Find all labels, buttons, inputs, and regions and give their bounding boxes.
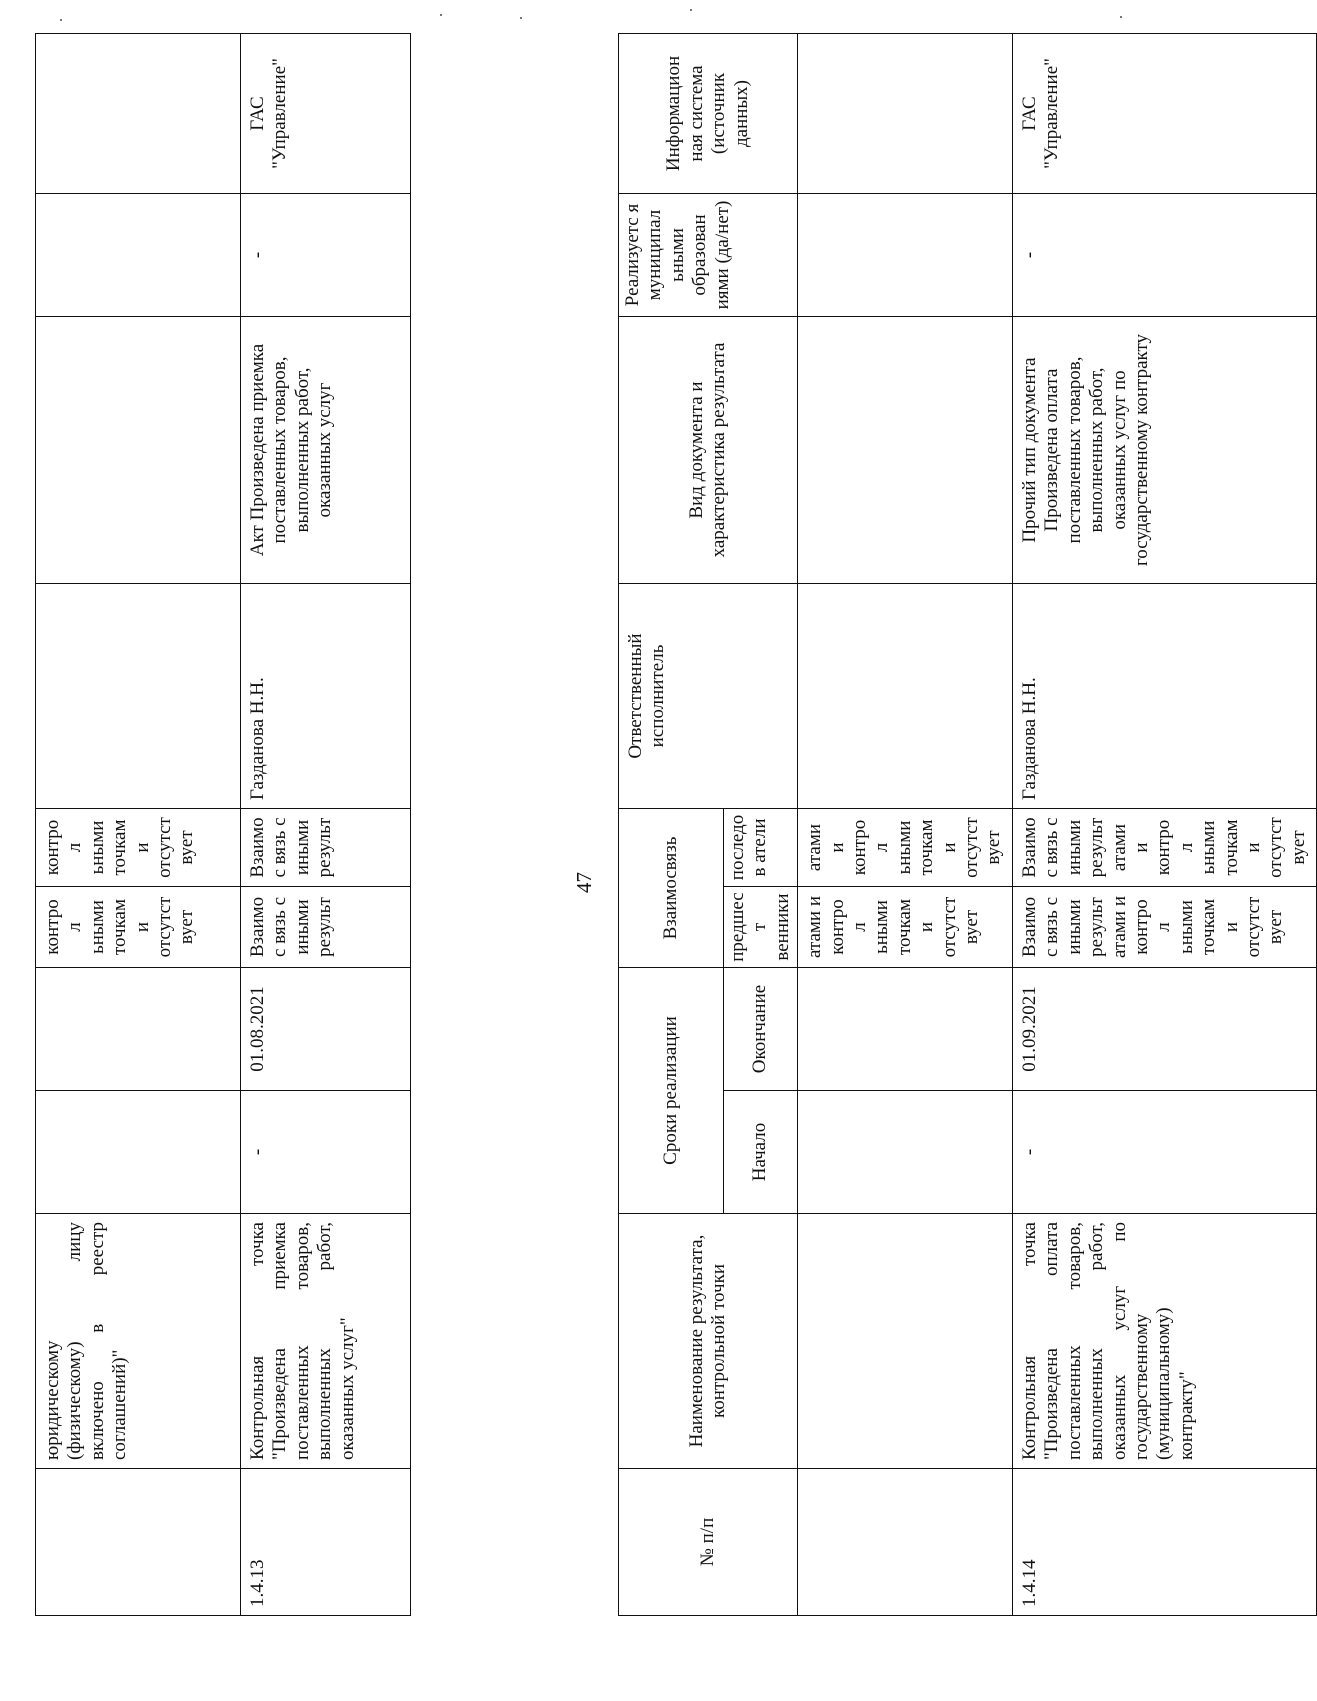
table-row [241,34,411,1616]
start-date: - [1012,1091,1316,1214]
end-date: 01.09.2021 [1012,968,1316,1091]
scan-speck [60,19,62,21]
information-system: ГАС "Управление" [241,34,411,194]
end-date: 01.08.2021 [241,968,411,1091]
successors-cell: Взаимос вязь с иными результ [241,809,411,887]
successors-cell: Взаимос вязь с иными результ атами и контрол ьными точками отсутст вует [1012,809,1316,887]
header-end: Окончание [724,968,798,1091]
result-name: юридическому (физическому) лицу включено в реестр соглашений)" [36,1214,241,1469]
bottom-table [618,33,1317,1616]
scan-speck [520,17,522,19]
result-name: Контрольная точка "Произведена приемка поставленных товаров, выполненных работ, оказанных услуг" [241,1214,411,1469]
header-result-name: Наименование результата, контрольной точки [619,1214,798,1469]
header-document: Вид документа и характеристика результата [619,317,798,584]
header-municipal: Реализуетс я муниципал ьными образован иями (да/нет) [619,194,798,317]
table-row [36,34,241,1616]
table-row [798,34,1013,1616]
document-type: Акт Произведена приемка поставленных товаров, выполненных работ, оказанных услуг [241,317,411,584]
header-predecessors: предшест венники [724,887,798,968]
predecessors-cell: Взаимос вязь с иными результ атами и контрол ьными точками отсутст вует [1012,887,1316,968]
top-table [35,33,411,1616]
responsible-executor: Газданова Н.Н. [1012,584,1316,809]
predecessors-cell: атами и контрол ьными точками отсутст вует [798,887,1013,968]
scan-speck [1120,16,1122,18]
scan-speck [690,9,692,11]
successors-cell: контрол ьными точками отсутст вует [36,809,241,887]
table-header-row [619,34,724,1616]
header-successors: последов атели [724,809,798,887]
document-type: Прочий тип документа Произведена оплата поставленных товаров, выполненных работ, оказанных услуг по государственному контракту [1012,317,1316,584]
header-start: Начало [724,1091,798,1214]
responsible-executor: Газданова Н.Н. [241,584,411,809]
result-name: Контрольная точка "Произведена оплата поставленных товаров, выполненных работ, оказанных услуг по государственному (муниципальному) контракту" [1012,1214,1316,1469]
header-executor: Ответственный исполнитель [619,584,798,809]
successors-cell: атами и контрол ьными точками отсутст вует [798,809,1013,887]
header-terms: Сроки реализации [619,968,724,1214]
municipal-flag: - [241,194,411,317]
start-date: - [241,1091,411,1214]
row-number: 1.4.13 [241,1469,411,1616]
table-row [1012,34,1316,1616]
municipal-flag: - [1012,194,1316,317]
information-system: ГАС "Управление" [1012,34,1316,194]
predecessors-cell: контрол ьными точками отсутст вует [36,887,241,968]
header-info-system: Информацион ная система (источник данных) [619,34,798,194]
row-number: 1.4.14 [1012,1469,1316,1616]
predecessors-cell: Взаимос вязь с иными результ [241,887,411,968]
scan-speck [440,14,442,16]
header-interrelation: Взаимосвязь [619,809,724,968]
header-number: № п/п [619,1469,798,1616]
page-number: 47 [572,872,596,893]
